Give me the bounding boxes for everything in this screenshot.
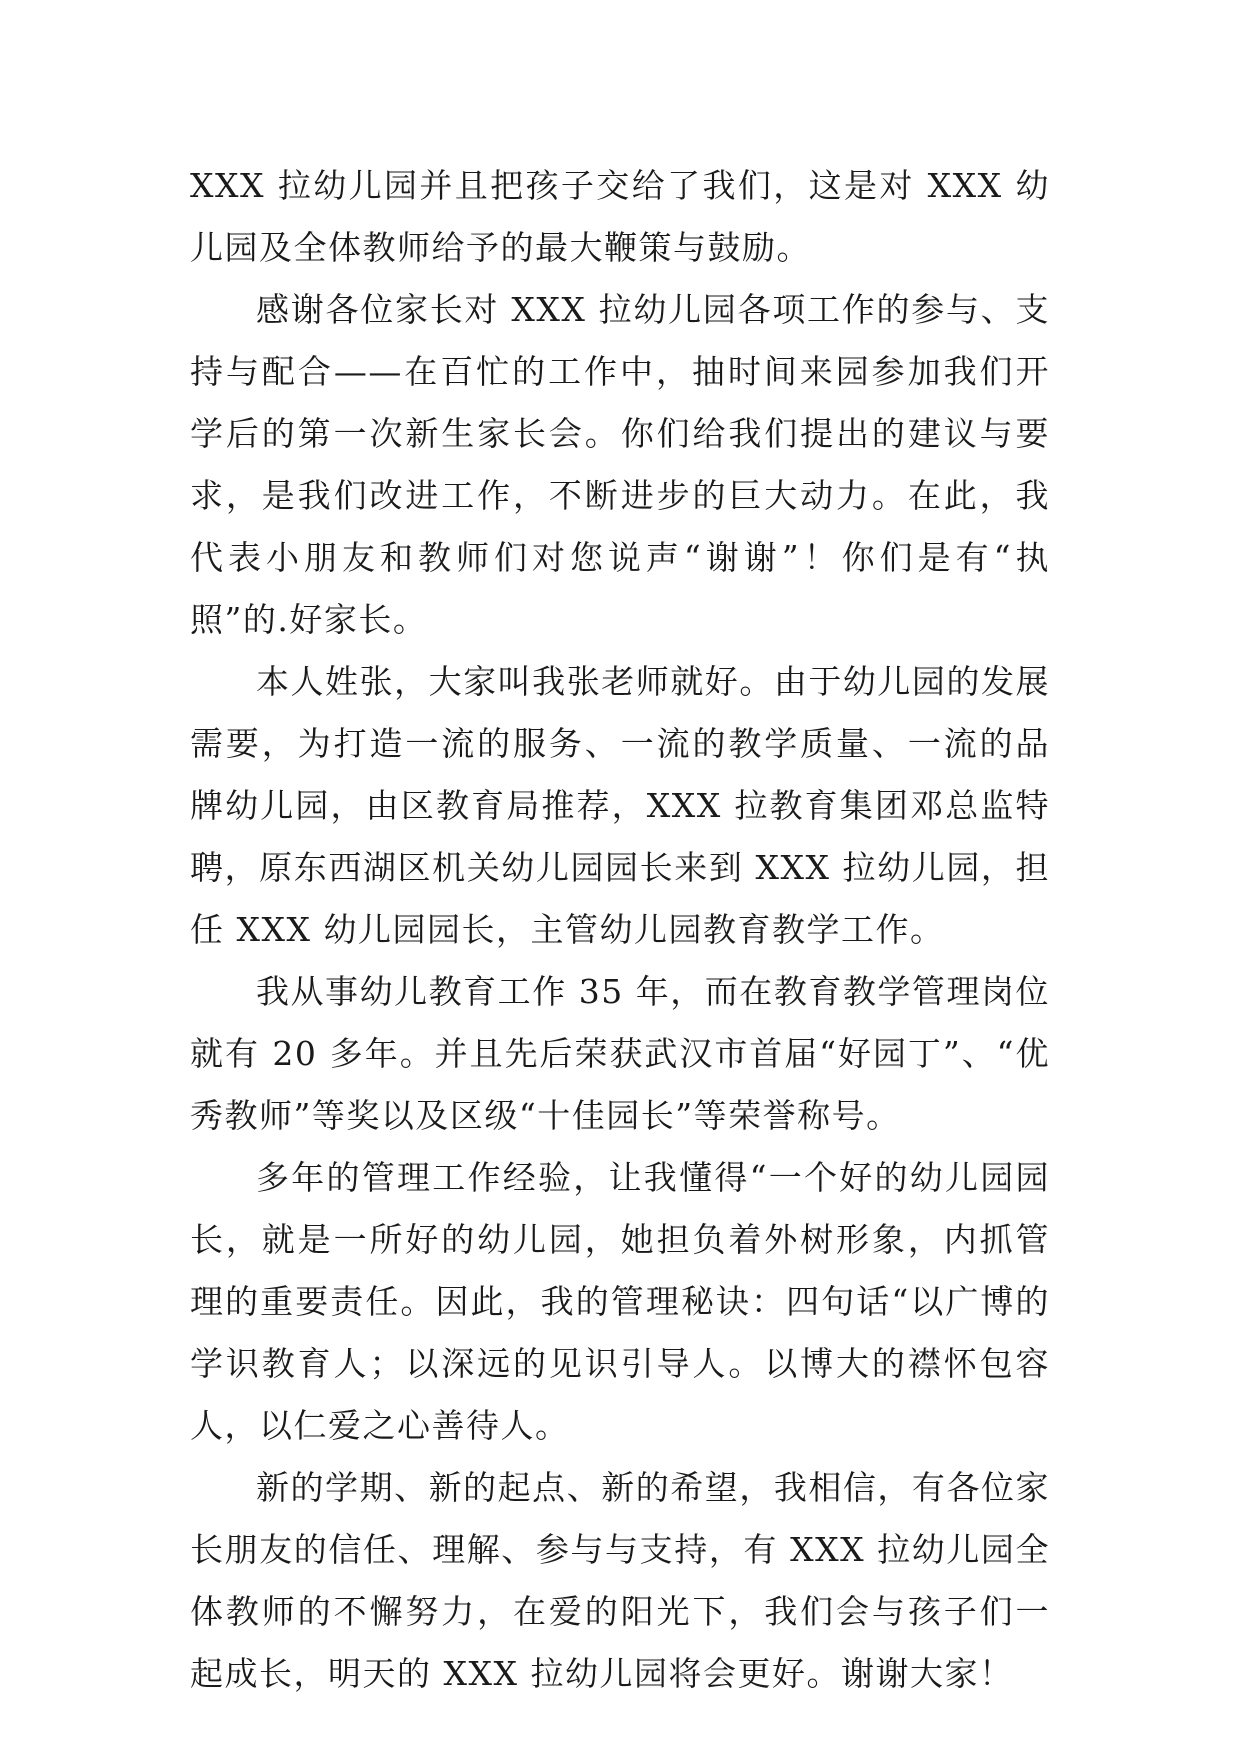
paragraph-6: 新的学期、新的起点、新的希望，我相信，有各位家长朋友的信任、理解、参与与支持，有 XXX 拉幼儿园全体教师的不懈努力，在爱的阳光下，我们会与孩子们一起成长，明天的 XXX 拉幼儿园将会更好。谢谢大家！ (190, 1468, 1050, 1693)
document-body (190, 155, 1050, 1705)
paragraph-5: 多年的管理工作经验，让我懂得“一个好的幼儿园园长，就是一所好的幼儿园，她担负着外树形象，内抓管理的重要责任。因此，我的管理秘诀：四句话“以广博的学识教育人；以深远的见识引导人。以博大的襟怀包容人，以仁爱之心善待人。 (190, 1158, 1050, 1445)
paragraph-2: 感谢各位家长对 XXX 拉幼儿园各项工作的参与、支持与配合——在百忙的工作中，抽时间来园参加我们开学后的第一次新生家长会。你们给我们提出的建议与要求，是我们改进工作，不断进步的巨大动力。在此，我代表小朋友和教师们对您说声“谢谢”！你们是有“执照”的.好家长。 (190, 290, 1050, 639)
paragraph-3: 本人姓张，大家叫我张老师就好。由于幼儿园的发展需要，为打造一流的服务、一流的教学质量、一流的品牌幼儿园，由区教育局推荐，XXX 拉教育集团邓总监特聘，原东西湖区机关幼儿园园长来到 XXX 拉幼儿园，担任 XXX 幼儿园园长，主管幼儿园教育教学工作。 (190, 662, 1050, 949)
paragraph-4: 我从事幼儿教育工作 35 年，而在教育教学管理岗位就有 20 多年。并且先后荣获武汉市首届“好园丁”、“优秀教师”等奖以及区级“十佳园长”等荣誉称号。 (190, 972, 1050, 1135)
paragraph-1: XXX 拉幼儿园并且把孩子交给了我们，这是对 XXX 幼儿园及全体教师给予的最大鞭策与鼓励。 (190, 166, 1050, 267)
